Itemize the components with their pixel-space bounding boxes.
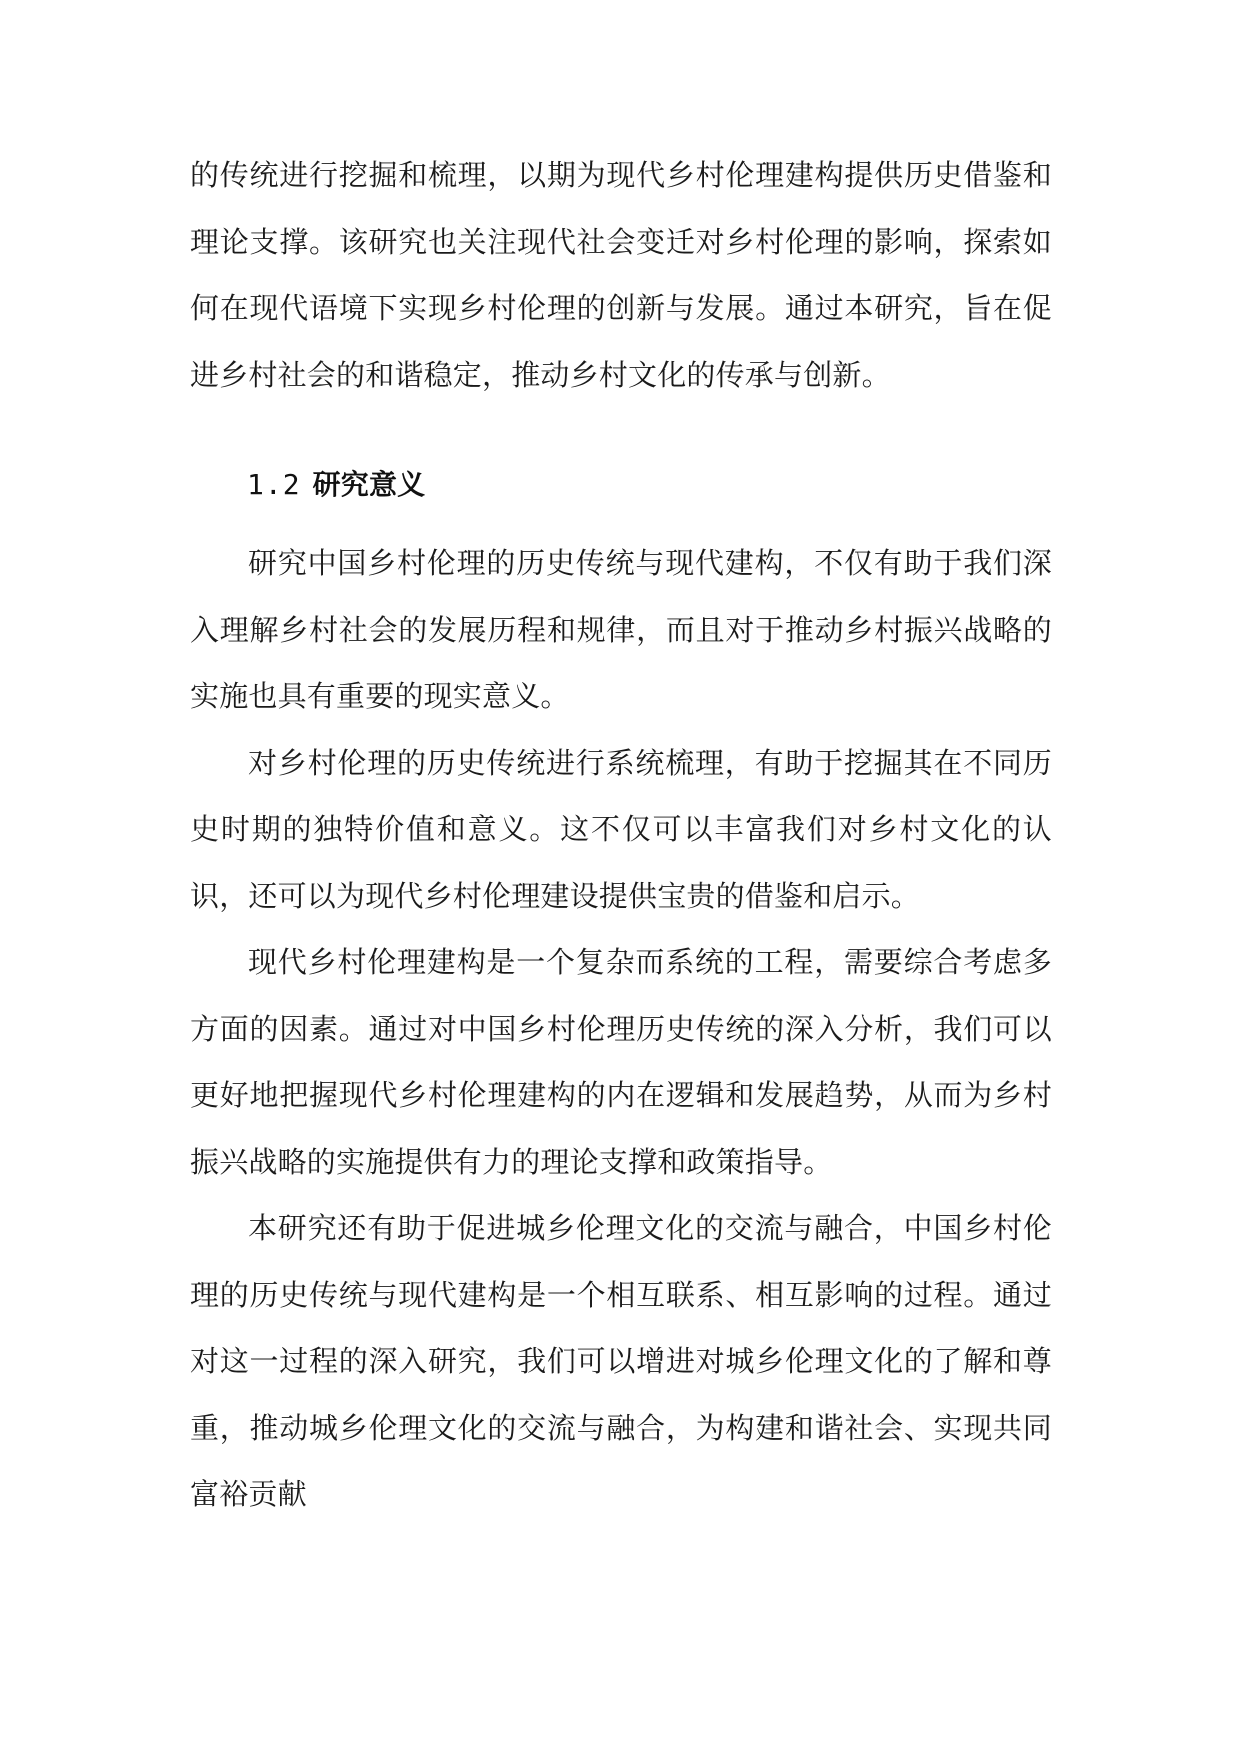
section-heading	[190, 452, 1052, 518]
section-title: 研究意义	[312, 468, 426, 501]
body-paragraph-3: 现代乡村伦理建构是一个复杂而系统的工程，需要综合考虑多方面的因素。通过对中国乡村伦理历史传统的深入分析，我们可以更好地把握现代乡村伦理建构的内在逻辑和发展趋势，从而为乡村振兴战略的实施提供有力的理论支撑和政策指导。	[190, 945, 1052, 1179]
section-number: 1.2	[247, 468, 301, 501]
body-paragraph-2: 对乡村伦理的历史传统进行系统梳理，有助于挖掘其在不同历史时期的独特价值和意义。这不仅可以丰富我们对乡村文化的认识，还可以为现代乡村伦理建设提供宝贵的借鉴和启示。	[190, 745, 1052, 913]
body-paragraph-4: 本研究还有助于促进城乡伦理文化的交流与融合，中国乡村伦理的历史传统与现代建构是一个相互联系、相互影响的过程。通过对这一过程的深入研究，我们可以增进对城乡伦理文化的了解和尊重，推动城乡伦理文化的交流与融合，为构建和谐社会、实现共同富裕贡献	[190, 1211, 1052, 1511]
opening-paragraph: 的传统进行挖掘和梳理，以期为现代乡村伦理建构提供历史借鉴和理论支撑。该研究也关注现代社会变迁对乡村伦理的影响，探索如何在现代语境下实现乡村伦理的创新与发展。通过本研究，旨在促进乡村社会的和谐稳定，推动乡村文化的传承与创新。	[190, 158, 1052, 392]
body-paragraph-1: 研究中国乡村伦理的历史传统与现代建构，不仅有助于我们深入理解乡村社会的发展历程和规律，而且对于推动乡村振兴战略的实施也具有重要的现实意义。	[190, 546, 1052, 713]
document-body	[190, 142, 1052, 1528]
